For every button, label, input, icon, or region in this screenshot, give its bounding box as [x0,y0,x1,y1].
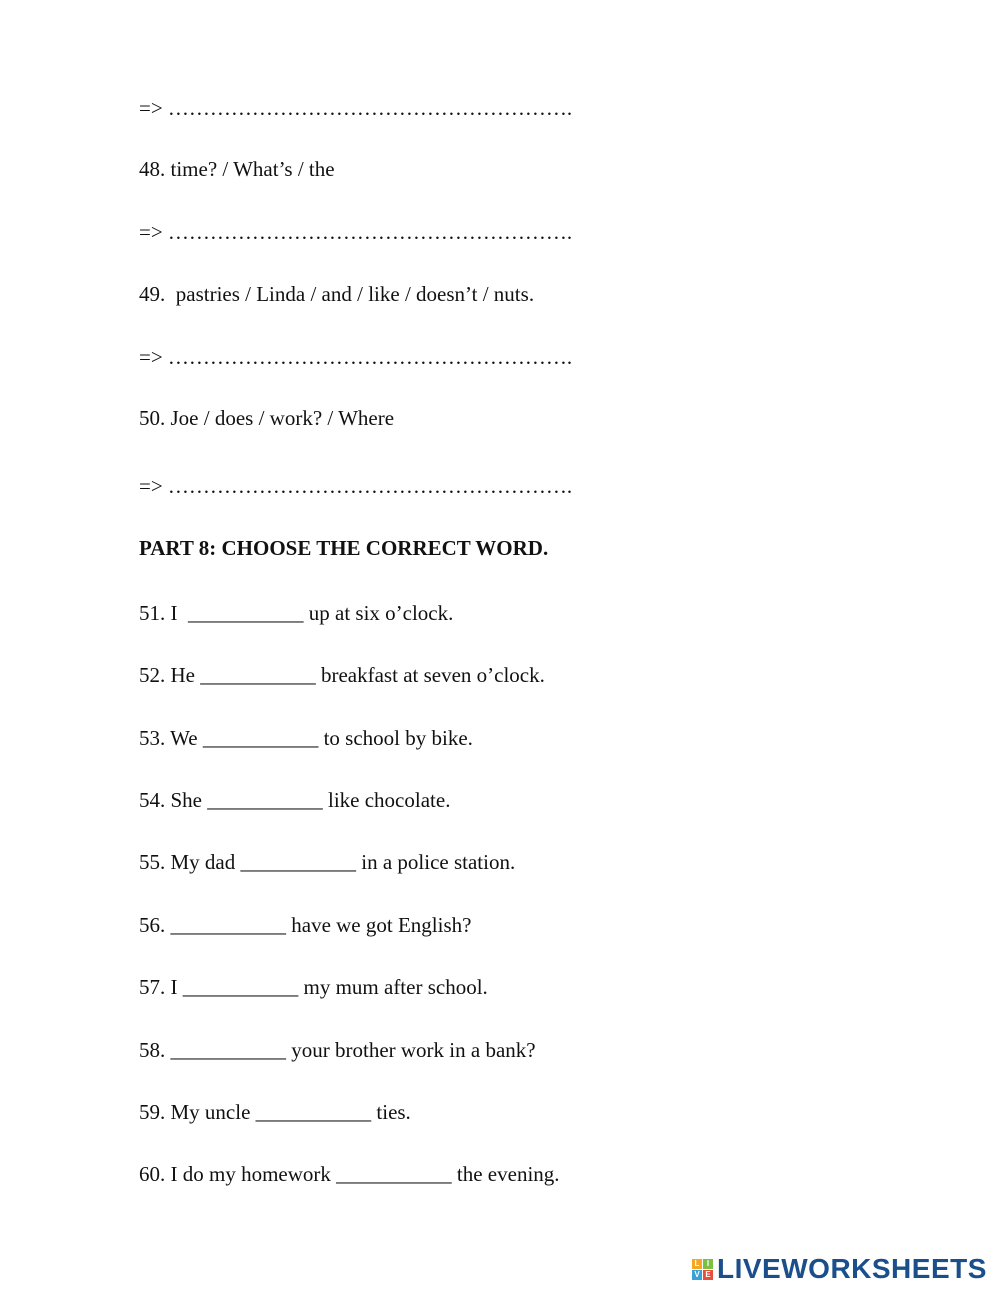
question-56: 56. ___________ have we got English? [139,913,472,937]
part8-heading: PART 8: CHOOSE THE CORRECT WORD. [139,536,549,560]
logo-block-v: V [692,1270,702,1280]
question-49: 49. pastries / Linda / and / like / doesn’t / nuts. [139,282,535,306]
logo-blocks-icon [692,1259,713,1280]
question-48: 48. time? / What’s / the [139,157,335,181]
question-53: 53. We ___________ to school by bike. [139,726,473,750]
question-51: 51. I ___________ up at six o’clock. [139,601,454,625]
logo-block-e: E [703,1270,713,1280]
question-58: 58. ___________ your brother work in a bank? [139,1038,536,1062]
question-54: 54. She ___________ like chocolate. [139,788,451,812]
question-55: 55. My dad ___________ in a police station. [139,850,516,874]
answer-line-47: => …………………………………………………. [139,96,573,120]
question-52: 52. He ___________ breakfast at seven o’clock. [139,663,545,687]
liveworksheets-logo [692,1254,987,1284]
logo-block-l: L [692,1259,702,1269]
question-57: 57. I ___________ my mum after school. [139,975,488,999]
logo-text: LIVEWORKSHEETS [717,1253,987,1284]
logo-block-i: I [703,1259,713,1269]
question-60: 60. I do my homework ___________ the evening. [139,1162,560,1186]
answer-line-50: => …………………………………………………. [139,474,573,498]
question-59: 59. My uncle ___________ ties. [139,1100,411,1124]
answer-line-49: => …………………………………………………. [139,345,573,369]
question-50: 50. Joe / does / work? / Where [139,406,395,430]
answer-line-48: => …………………………………………………. [139,220,573,244]
